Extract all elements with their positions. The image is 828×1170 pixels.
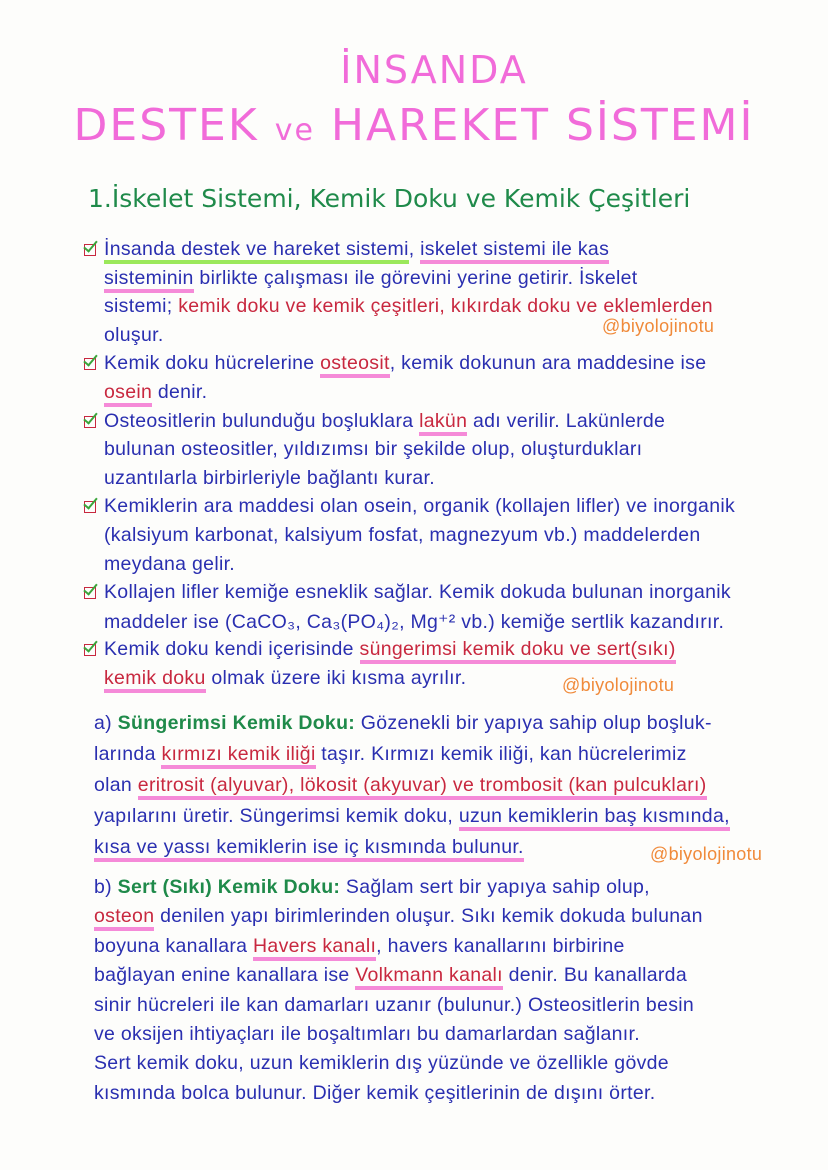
text-segment: maddeler ise (CaCO₃, Ca₃(PO₄)₂, Mg⁺² vb.) kemiğe sertlik kazandırır.: [104, 610, 725, 633]
text-line: [82, 315, 822, 353]
text-segment: olmak üzere iki kısma ayrılır.: [205, 666, 467, 689]
highlighted-term: kırmızı kemik iliği: [161, 743, 315, 769]
highlighted-term: osteosit: [320, 352, 390, 378]
bullet-line: [82, 495, 822, 524]
bullet-line: [82, 581, 822, 610]
text-segment: ,: [408, 238, 421, 260]
text-segment: Sert kemik doku, uzun kemiklerin dış yüzünde ve özellikle gövde: [94, 1052, 669, 1075]
bullet-line: [82, 410, 822, 439]
text-segment: olan: [94, 774, 138, 796]
highlighted-term: kısa ve yassı kemiklerin ise iç kısmında bulunur.: [94, 836, 524, 862]
text-line: [82, 667, 822, 696]
text-line: [72, 774, 812, 805]
text-line: [82, 553, 822, 582]
bullet-line: [82, 638, 822, 667]
subheading: Sert (Sıkı) Kemik Doku:: [117, 876, 341, 898]
checkbox-check-icon: [84, 244, 96, 256]
text-segment: , kemik dokunun ara maddesine ise: [389, 352, 707, 375]
text-segment: oluşur.: [104, 323, 164, 346]
intro-bullets: [82, 238, 822, 696]
highlighted-term: İnsanda destek ve hareket sistemi: [104, 238, 409, 264]
text-segment: Gözenekli bir yapıya sahip olup boşluk-: [355, 712, 712, 734]
highlighted-term: sisteminin: [104, 267, 194, 293]
text-segment: bulunan osteositler, yıldızımsı bir şekilde olup, oluşturdukları: [104, 438, 643, 461]
text-line: [72, 1052, 812, 1081]
checkbox-check-icon: [84, 358, 96, 370]
title-hareket-sistemi: HAREKET SİSTEMİ: [330, 100, 755, 151]
watermark: @biyolojinotu: [650, 844, 763, 864]
text-line: [72, 905, 812, 934]
text-line: [82, 438, 822, 467]
checkbox-check-icon: [84, 587, 96, 599]
bullet-line: [82, 238, 822, 267]
text-segment: Osteositlerin bulunduğu boşluklara: [104, 409, 420, 432]
highlighted-term: osein: [104, 381, 152, 407]
text-segment: boyuna kanallara: [94, 934, 254, 957]
text-segment: Kemik doku kendi içerisinde: [104, 638, 360, 661]
highlighted-term: Volkmann kanalı: [355, 964, 503, 990]
text-segment: birlikte çalışması ile görevini yerine getirir. İskelet: [193, 266, 638, 289]
text-line: [72, 836, 812, 867]
compact-bone-section: [72, 876, 812, 1111]
section-heading: 1.İskelet Sistemi, Kemik Doku ve Kemik Çeşitleri: [88, 184, 691, 213]
highlighted-term: kemik doku: [104, 667, 206, 693]
text-segment: yapılarını üretir. Süngerimsi kemik doku,: [94, 805, 459, 827]
text-segment: taşır. Kırmızı kemik iliği, kan hücrelerimiz: [315, 743, 687, 765]
text-line: [72, 964, 812, 993]
text-line: [72, 712, 812, 743]
spongy-bone-section: [72, 712, 812, 867]
bullet-line: [82, 352, 822, 381]
text-line: [82, 610, 822, 639]
highlighted-term: iskelet sistemi ile kas: [420, 238, 609, 264]
text-line: [72, 1023, 812, 1052]
highlighted-term: osteon: [94, 905, 154, 931]
text-segment: bağlayan enine kanallara ise: [94, 964, 356, 987]
text-segment: Kemiklerin ara maddesi olan osein, organik (kollajen lifler) ve inorganik: [104, 495, 736, 518]
text-segment: denir. Bu kanallarda: [502, 964, 687, 987]
text-line: [72, 994, 812, 1023]
watermark: @biyolojinotu: [602, 315, 715, 336]
title-destek: DESTEK: [73, 100, 259, 151]
checkbox-check-icon: [84, 416, 96, 428]
checkbox-check-icon: [84, 644, 96, 656]
title-ve: ve: [274, 113, 315, 148]
text-segment: adı verilir. Lakünlerde: [467, 409, 666, 432]
text-segment: a): [94, 712, 118, 734]
subheading: Süngerimsi Kemik Doku:: [117, 712, 356, 734]
text-line: [82, 467, 822, 496]
text-line: [82, 524, 822, 553]
highlighted-term: eritrosit (alyuvar), lökosit (akyuvar) ve trombosit (kan pulcukları): [138, 774, 707, 800]
text-segment: kısmında bolca bulunur. Diğer kemik çeşitlerinin de dışını örter.: [94, 1081, 656, 1104]
text-segment: Kollajen lifler kemiğe esneklik sağlar. Kemik dokuda bulunan inorganik: [104, 581, 731, 604]
text-segment: kemik doku ve kemik çeşitleri, kıkırdak doku ve eklemlerden: [178, 295, 713, 318]
checkbox-check-icon: [84, 501, 96, 513]
text-line: [72, 935, 812, 964]
text-segment: (kalsiyum karbonat, kalsiyum fosfat, magnezyum vb.) maddelerden: [104, 523, 701, 546]
text-segment: sinir hücreleri ile kan damarları uzanır (bulunur.) Osteositlerin besin: [94, 993, 695, 1016]
highlighted-term: süngerimsi kemik doku ve sert(sıkı): [360, 638, 676, 664]
text-line: [72, 805, 812, 836]
title-line-2: [0, 100, 828, 151]
text-line: [72, 876, 812, 905]
text-segment: larında: [94, 743, 162, 765]
text-line: [82, 267, 822, 296]
text-segment: meydana gelir.: [104, 552, 236, 575]
text-segment: uzantılarla birbirleriyle bağlantı kurar.: [104, 466, 435, 489]
title-line-1: İNSANDA: [340, 48, 528, 92]
text-segment: ve oksijen ihtiyaçları ile boşaltımları bu damarlardan sağlanır.: [94, 1022, 640, 1045]
text-line: [72, 743, 812, 774]
text-segment: sistemi;: [104, 295, 179, 318]
highlighted-term: Havers kanalı: [253, 935, 376, 961]
text-segment: Sağlam sert bir yapıya sahip olup,: [340, 876, 650, 898]
text-segment: b): [94, 876, 118, 898]
text-segment: Kemik doku hücrelerine: [104, 352, 321, 375]
text-segment: denilen yapı birimlerinden oluşur. Sıkı kemik dokuda bulunan: [154, 905, 703, 928]
text-line: [72, 1082, 812, 1111]
highlighted-term: lakün: [419, 410, 467, 436]
text-line: [82, 381, 822, 410]
text-segment: denir.: [152, 380, 208, 403]
highlighted-term: uzun kemiklerin baş kısmında,: [459, 805, 730, 831]
text-segment: , havers kanallarını birbirine: [376, 934, 625, 957]
watermark: @biyolojinotu: [562, 674, 675, 695]
